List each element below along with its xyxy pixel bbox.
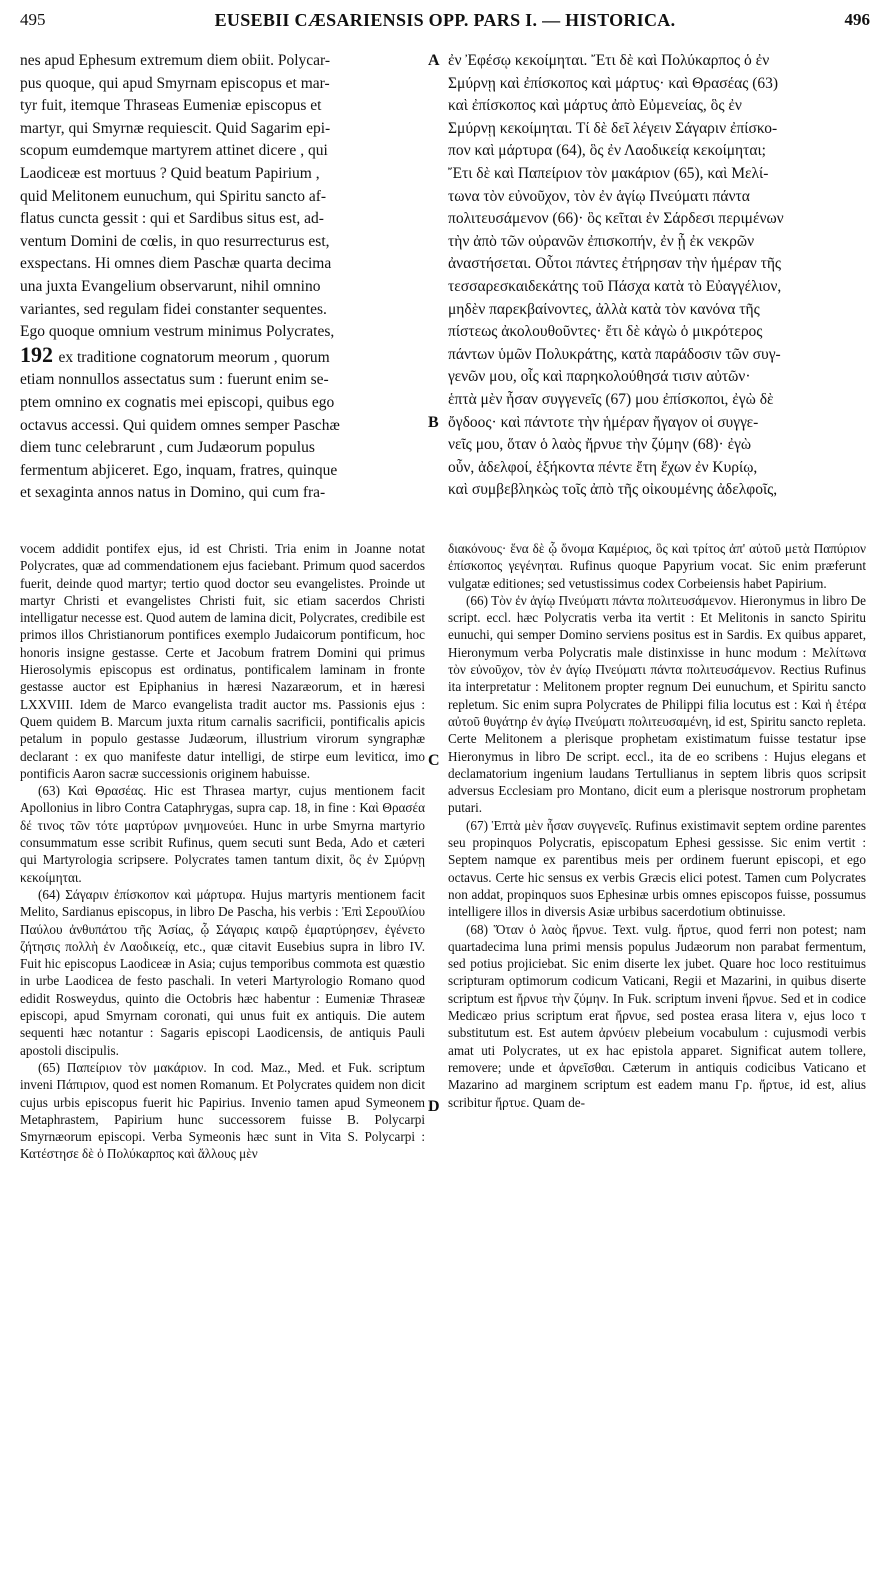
latin-text-line: Ego quoque omnium vestrum minimus Polycrates, — [20, 323, 335, 341]
footnote-paragraph: (68) Ὅταν ὁ λαὸς ἤρνυε. Text. vulg. ἤρτυε, quod ferri non potest; nam quartadecima luna primi mensis populus Judæorum non parabat fermentum, sed potius projiciebat. Sic enim diserte lex jubet. Quare hoc loco restituimus scripturam optimorum codicum Vaticani, Regii et Mazarini, in quibus diserte scriptum est ἤρνυε τὴν ζύμην. In Fuk. scriptum inveni ἤρνυε. Sed et in codice Medicæo prius scriptum erat ἤρνυε, sed postea erasa litera ν, ejus loco τ substitutum est. Est autem ἀρνύειν plebeium vocabulum : cujusmodi verbis amat uti Polycrates, ut ex hac epistola apparet. Significat autem tollere, removere; unde et ἀρνεῖσθαι. Cæterum in antiquis codicibus Vaticano et Mazarino ad marginem scriptum est eadem manu Γρ. ἤρτυε, id est, alius scribitur ἤρτυε. Quam de- — [448, 921, 866, 1110]
latin-text-line: Laodiceæ est mortuus ? Quid beatum Papirium , — [20, 164, 320, 182]
greek-text-line: νεῖς μου, ὅταν ὁ λαὸς ἤρνυε τὴν ζύμην (68)· ἐγὼ — [448, 436, 752, 454]
footnote-paragraph: (64) Σάγαριν ἐπίσκοπον καὶ μάρτυρα. Hujus martyris mentionem facit Melito, Sardianus episcopus, in libro De Pascha, his verbis : Ἐπὶ Σερουϊλίου Παύλου ἀνθυπάτου τῆς Ἀσίας, ᾧ Σάγαρις καιρῷ ἐμαρτύρησεν, ἐγένετο ζήτησις πολλὴ ἐν Λαοδικείᾳ, etc., quæ citavit Eusebius supra in libro IV. Fuit hic episcopus Laodiceæ in Asia; cujus temporibus commota est quæstio in urbe Laodicea de festo paschali. In veteri Martyrologio Romano quod edidit Rosweydus, quinto die Octobris hæc habentur : Eumeniæ Thraseæ episcopi, apud Smyrnam coronati, qui unus fuit ex antiquis. Die autem sequenti hæc notantur : Sagaris episcopi Laodicensis, de antiquis Pauli apostoli discipulis. — [20, 886, 425, 1058]
notes-column-left — [20, 540, 425, 1590]
latin-text-line: 192 ex traditione cognatorum meorum , quorum — [20, 343, 330, 367]
greek-text-line: γενῶν μου, οἷς καὶ παρηκολούθησά τισιν αὐτῶν· — [448, 368, 751, 386]
latin-text-line: nes apud Ephesum extremum diem obiit. Polycar- — [20, 52, 331, 69]
footnote-paragraph: (63) Καὶ Θρασέας. Hic est Thrasea martyr, cujus mentionem facit Apollonius in libro Contra Cataphrygas, supra cap. 18, in fine : Καὶ Θρασέα δέ τινος τῶν τότε μαρτύρων μνημονεύει. Hunc in urbe Smyrna martyrio consummatum esse scribit Rufinus, quem secuti sunt Beda, Ado et cæteri qui Martyrologia scripsere. Polycrates tamen tantum dixit, ὃς ἐν Σμύρνῃ κεκοίμηται. — [20, 783, 425, 885]
greek-text-line: Σμύρνῃ κεκοίμηται. Τί δὲ δεῖ λέγειν Σάγαριν ἐπίσκο- — [448, 119, 778, 137]
latin-text-line: pus quoque, qui apud Smyrnam episcopus et mar- — [20, 74, 330, 92]
footnote-paragraph: (66) Τὸν ἐν ἁγίῳ Πνεύματι πάντα πολιτευσάμενον. Hieronymus in libro De script. eccl. hæc Polycratis verba ita vertit : Et Melitonis in sancto Spiritu eunuchi, qui semper Domino serviens positus est in Sardis. Ex quibus apparet, Hieronymum verba Polycratis male distinxisse in hunc modum : Μελίτωνα τὸν εὐνοῦχον, τὸν ἐν ἁγίῳ Πνεύματι πάντα πολιτευσάμενον. Rectius Rufinus ita interpretatur : Melitonem propter regnum Dei eunuchum, et Spiritu sancto repletum. Sic enim supra Polycrates de Philippi filia locutus est : Καὶ ἡ ἑτέρα αὐτοῦ θυγάτηρ ἐν ἁγίῳ Πνεύματι πολιτευσαμένη, id est, Spiritu sancto repleta. Certe Melitonem a plerisque prophetam existimatum fuisse testatur ipse Hieronymus in libro De script. eccl., ita de eo scribens : Hujus elegans et declamatorium ingenium laudans Tertullianus in septem libris quos scripsit adversus Ecclesiam pro Montano, dicit eum a plerisque nostrorum prophetam putari. — [448, 592, 866, 816]
latin-text-line: et sexaginta annos natus in Domino, qui cum fra- — [20, 484, 326, 502]
greek-text-line: Σμύρνῃ καὶ ἐπίσκοπος καὶ μάρτυς· καὶ Θρασέας (63) — [448, 74, 779, 92]
greek-text-line: καὶ συμβεβληκὼς τοῖς ἀπὸ τῆς οἰκουμένης ἀδελφοῖς, — [448, 481, 778, 499]
greek-text-line: μηδὲν παρεκβαίνοντες, ἀλλὰ κατὰ τὸν κανόνα τῆς — [448, 300, 760, 318]
page-number-left: 495 — [20, 10, 46, 29]
latin-text-line: una juxta Evangelium observarunt, nihil omnino — [20, 277, 321, 295]
latin-text-line: etiam nonnullos assectatus sum : fuerunt enim se- — [20, 371, 329, 389]
margin-marker-a: A — [428, 52, 440, 69]
footnote-paragraph: (67) Ἑπτὰ μὲν ἦσαν συγγενεῖς. Rufinus existimavit septem ordine parentes seu propinquos Polycratis, episcopatum Ephesi gessisse. Sic enim vertit : Septem namque ex parentibus meis per ordinem fuerunt episcopi, et ego octavus. Certe hic sensus ex verbis Græcis elici potest. Tamen cum Polycrates non addat, propinquos suos Ephesinæ urbis omnes episcopos fuisse, possumus intelligere illos in diversis Asiæ urbibus sacerdotium obtinuisse. — [448, 817, 866, 920]
latin-text-line: ptem omnino ex cognatis mei episcopi, quibus ego — [20, 393, 335, 411]
greek-text-line: καὶ ἐπίσκοπος καὶ μάρτυς ἀπὸ Εὐμενείας, ὃς ἐν — [448, 97, 742, 115]
latin-text-line: octavus accessi. Qui quidem omnes semper Paschæ — [20, 416, 340, 434]
greek-text-line: ἑπτὰ μὲν ἦσαν συγγενεῖς (67) μου ἐπίσκοποι, ἐγὼ δὲ — [448, 390, 774, 408]
latin-text-line: exspectans. Hi omnes diem Paschæ quarta decima — [20, 255, 332, 273]
latin-text-line: diem tunc celebrarunt , cum Judæorum populus — [20, 439, 315, 457]
latin-text-line: flatus cuncta gessit : qui et Sardibus situs est, ad- — [20, 210, 324, 228]
footnote-paragraph: vocem addidit pontifex ejus, id est Christi. Tria enim in Joanne notat Polycrates, quæ ad commendationem ejus faciebant. Primum quod sacerdos fuerit, deinde quod martyr; tertio quod doctor seu evangelistes. Proinde ut martyr Christi et evangelistes Christi fuit, sic etiam sacerdos Christi intelligatur necesse est. Quod autem de lamina dicit, Polycrates, credibile est primos illos Christianorum pontifices exemplo Judaicorum pontificum, hoc honoris insigne gestasse. Certe et Jacobum fratrem Domini qui primus Hierosolymis episcopus est ordinatus, pontificalem laminam in fronte gestasse auctor est Epiphanius in hæresi Nazaræorum, et in hæresi LXXVIII. Idem de Marco evangelista tradit auctor ms. Passionis ejus : Quem quidem B. Marcum juxta ritum carnalis sacrificii, pontificalis apicis petalum in populo gestasse Judæorum, illustrium virorum syngraphæ declarant : ex quo manifeste datur intelligi, de stirpe eum leviticα, imo pontificis Aaron sacræ successionis originem habuisse. — [20, 541, 425, 781]
latin-text-line: fermentum abjiceret. Ego, inquam, fratres, quinque — [20, 461, 338, 479]
greek-text-line: οὖν, ἀδελφοί, ἑξήκοντα πέντε ἔτη ἔχων ἐν Κυρίῳ, — [448, 458, 758, 476]
greek-text-line: πον καὶ μάρτυρα (64), ὃς ἐν Λαοδικείᾳ κεκοίμηται; — [448, 142, 766, 160]
running-title: EUSEBII CÆSARIENSIS OPP. PARS I. — HISTORICA. — [214, 10, 676, 30]
greek-text-line: πάντων ὑμῶν Πολυκράτης, κατὰ παράδοσιν τῶν συγ- — [448, 345, 781, 363]
notes-column-right — [448, 540, 866, 1590]
latin-text-line: ventum Domini de cœlis, in quo resurrecturus est, — [20, 232, 330, 250]
latin-text-line: quid Melitonem eunuchum, qui Spiritu sancto af- — [20, 187, 327, 205]
margin-marker-c: C — [428, 752, 440, 769]
latin-text-column — [20, 50, 425, 522]
footnote-paragraph: διακόνους· ἕνα δὲ ᾧ ὄνομα Καμέριος, ὃς καὶ τρίτος ἀπ' αὐτοῦ μετὰ Παπύριον ἐπίσκοπος γεγένηται. Rufinus quoque Papyrium vocat. Sic enim præferunt vulgatæ editiones; sed vetustissimus codex Corbeiensis habet Papirium. — [448, 541, 866, 591]
latin-text-line: scopum eumdemque martyrem attinet dicere , qui — [20, 142, 328, 160]
margin-marker-d: D — [428, 1098, 440, 1115]
latin-text-line: tyr fuit, itemque Thraseas Eumeniæ episcopus et — [20, 97, 322, 115]
page-number-right: 496 — [844, 10, 870, 29]
greek-text-line: ὄγδοος· καὶ πάντοτε τὴν ἡμέραν ἤγαγον οἱ συγγε- — [448, 413, 759, 431]
greek-text-line: τὴν ἀπὸ τῶν οὐρανῶν ἐπισκοπήν, ἐν ᾗ ἐκ νεκρῶν — [448, 232, 755, 250]
greek-text-line: πίστεως ἀκολουθοῦντες· ἔτι δὲ κἀγὼ ὁ μικρότερος — [448, 323, 763, 341]
greek-text-line: Ἔτι δὲ καὶ Παπείριον τὸν μακάριον (65), καὶ Μελί- — [448, 164, 769, 182]
greek-text-line: τεσσαρεσκαιδεκάτης τοῦ Πάσχα κατὰ τὸ Εὐαγγέλιον, — [448, 277, 782, 295]
latin-text-line: variantes, sed regulam fidei constanter sequentes. — [20, 300, 327, 318]
latin-text-line: martyr, qui Smyrnæ requiescit. Quid Sagarim epi- — [20, 119, 331, 137]
page-marker-number: 192 — [20, 343, 59, 367]
greek-text-line: τωνα τὸν εὐνοῦχον, τὸν ἐν ἁγίῳ Πνεύματι πάντα — [448, 187, 750, 205]
greek-text-line: ἀναστήσεται. Οὗτοι πάντες ἐτήρησαν τὴν ἡμέραν τῆς — [448, 255, 782, 273]
margin-marker-b: B — [428, 414, 439, 431]
greek-text-column — [448, 50, 866, 522]
greek-text-line: πολιτευσάμενον (66)· ὃς κεῖται ἐν Σάρδεσι περιμένων — [448, 210, 784, 228]
greek-text-line: ἐν Ἐφέσῳ κεκοίμηται. Ἔτι δὲ καὶ Πολύκαρπος ὁ ἐν — [448, 52, 770, 69]
page-header — [20, 10, 870, 36]
footnote-paragraph: (65) Παπείριον τὸν μακάριον. In cod. Maz., Med. et Fuk. scriptum inveni Πάπιριον, quod est nomen Romanum. Et Polycrates quidem non dicit cujus urbis episcopus fuerit hic Papirius. Invenio tamen apud Symeonem Metaphrastem, Papirium hunc successorem fuisse B. Polycarpi Smyrnæorum episcopi. Verba Symeonis hæc sunt in Vita S. Polycarpi : Κατέστησε δὲ ὁ Πολύκαρπος καὶ ἄλλους μὲν — [20, 1059, 425, 1162]
